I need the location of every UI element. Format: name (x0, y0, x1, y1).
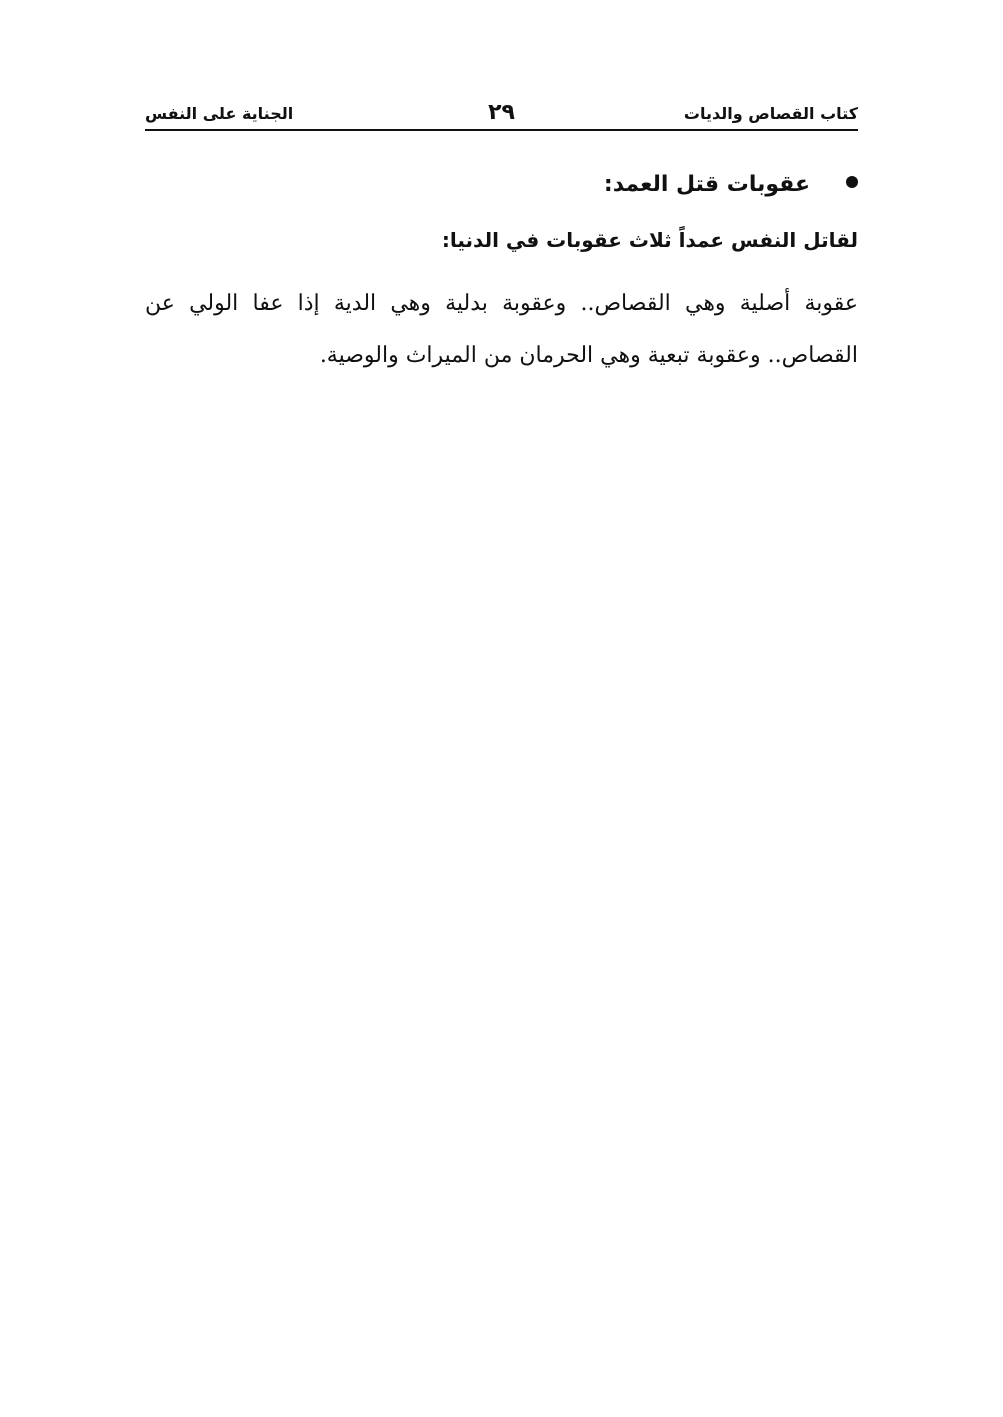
header-divider (145, 129, 858, 131)
body-paragraph: عقوبة أصلية وهي القصاص.. وعقوبة بدلية وهي الدية إذا عفا الولي عن القصاص.. وعقوبة تبعية وهي الحرمان من الميراث والوصية. (145, 291, 858, 368)
section-content (145, 162, 858, 382)
page-number: ٢٩ (488, 100, 515, 125)
section-heading-row (145, 162, 858, 208)
section-heading: عقوبات قتل العمد: (603, 172, 810, 197)
section-subheading: لقاتل النفس عمداً ثلاث عقوبات في الدنيا: (441, 228, 858, 252)
running-header (145, 100, 858, 128)
chapter-title: الجناية على النفس (145, 104, 294, 123)
book-title: كتاب القصاص والديات (683, 104, 858, 123)
bullet-dot-icon (846, 176, 858, 188)
